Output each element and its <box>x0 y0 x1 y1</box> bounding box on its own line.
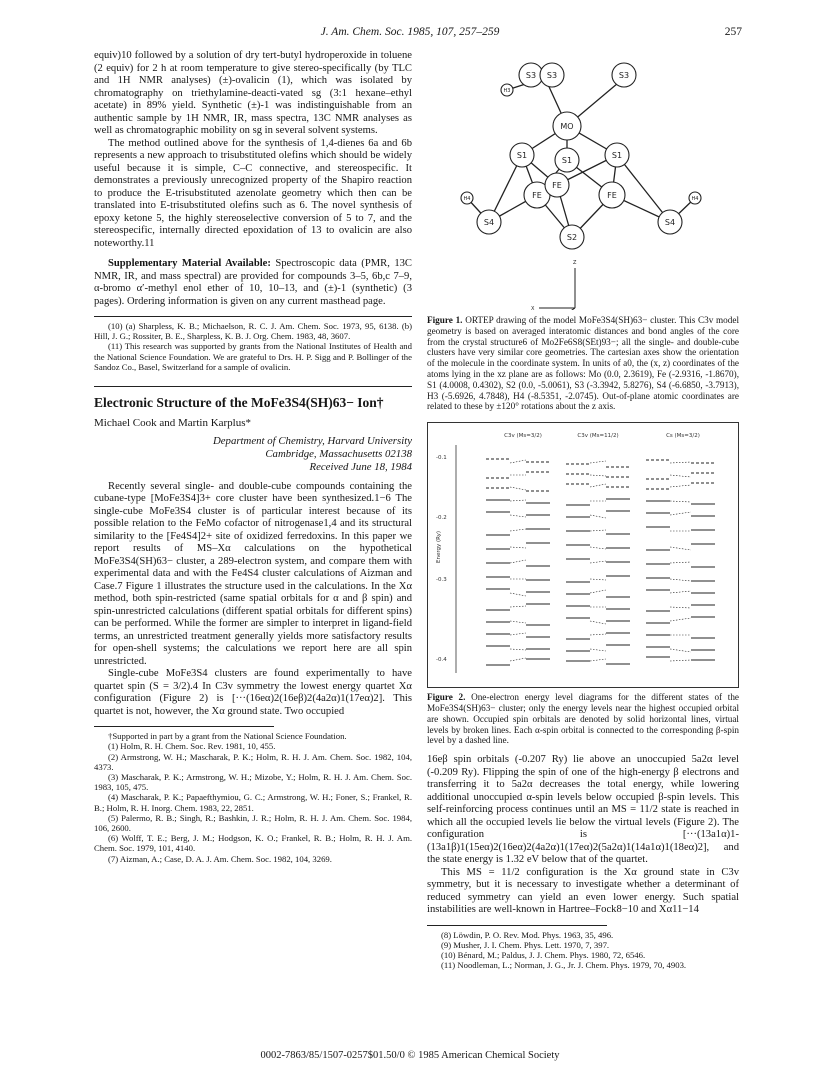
alpha-beta-connector <box>590 461 606 463</box>
column-title: Cs (Ms=3/2) <box>666 433 700 440</box>
atom-s3 <box>540 63 564 87</box>
y-tick-label: -0.1 <box>436 455 447 462</box>
atom-h4 <box>461 192 473 204</box>
figure-2-energy-diagram <box>427 422 739 688</box>
atom-s4 <box>477 210 501 234</box>
alpha-beta-connector <box>510 649 526 650</box>
alpha-beta-connector <box>590 621 606 624</box>
caption-text: One-electron energy level diagrams for the different states of the MoFe3S4(SH)63− cluster; only the energy levels near the highest occupied orbital are shown. Occupied spin orbitals are denoted by solid horizontal lines, virtual levels by broken lines. Each α-spin orbital is connected to the corresponding β-spin level by a dashed line. <box>427 692 739 746</box>
journal-citation: J. Am. Chem. Soc. 1985, 107, 257–259 <box>320 26 500 38</box>
alpha-beta-connector <box>670 562 691 563</box>
coordinate-axes <box>531 260 577 310</box>
alpha-beta-connector <box>510 460 526 463</box>
alpha-beta-connector <box>510 560 526 563</box>
caption-label: Figure 2. <box>427 692 466 703</box>
atom-mo <box>553 112 581 140</box>
alpha-beta-connector <box>590 649 606 651</box>
alpha-beta-connector <box>590 659 606 661</box>
alpha-beta-connector <box>590 515 606 518</box>
footnote: (8) Löwdin, P. O. Rev. Mod. Phys. 1963, 35, 496. <box>441 929 614 940</box>
alpha-beta-connector <box>590 484 606 487</box>
svg-text:S4: S4 <box>664 218 676 227</box>
alpha-beta-connector <box>670 607 691 608</box>
alpha-beta-connector <box>590 547 606 549</box>
paragraph: The method outlined above for the synthesis of 1,4-dienes 6a and 6b represents a new approach to trisubstituted olefins which should be widely useful because it is simple, C–C connective, and stereospecific. It demonstrates a previously unrecognized property of the Shapiro reaction to produce the E-trisubstituted azenolate geometry which then can be translated into E-trisubstituted olefins such as 6. The novel synthesis of epoxy ketone 5, the highly stereoselective conversion of 5 to 7, and the stereospecific, internally directed epoxidation of 13 to ovalicin are also noteworthy.11 <box>94 137 412 249</box>
footnote: (6) Wolff, T. E.; Berg, J. M.; Hodgson, K. O.; Frankel, R. B.; Holm, R. H. J. Am. Chem. Soc. 1979, 101, 4140. <box>94 833 412 854</box>
caption-label: Figure 1. <box>427 315 463 325</box>
supplementary-text: Spectroscopic data (PMR, 13C NMR, IR, and mass spectral) are provided for compounds 3–5, 6b,c 7–9, α-bromo α′-methyl enol ether of 10, 10–13, and (±)-1 (synthetic) (3 pages). Ordering information is given on any current masthead page. <box>94 258 412 307</box>
received-date: Received June 18, 1984 <box>309 460 412 473</box>
axis-label-z: Z <box>573 260 577 266</box>
atom-h4 <box>689 192 701 204</box>
footnote: (7) Aizman, A.; Case, D. A. J. Am. Chem. Soc. 1982, 104, 3269. <box>108 853 332 864</box>
continued-paragraph: equiv)10 followed by a solution of dry tert-butyl hydroperoxide in toluene (2 equiv) for 2 h at room temperature to give stereo-specifically (by TLC and 1H NMR analyses) (±)-ovalicin (1), which was isolated by chromatography on triethylamine-deacti-vated sg (3:1 hexane–ethyl acetate) in 89% yield. Synthetic (±)-1 was indistinguishable from an authentic sample by 1H NMR, IR, mass spectra, 13C NMR analyses as well as chromatographic mobility on sg in several solvent systems. <box>94 50 412 136</box>
alpha-beta-connector <box>590 579 606 580</box>
affiliation-line: Department of Chemistry, Harvard University <box>212 435 412 448</box>
alpha-beta-connector <box>590 634 606 635</box>
supplementary-material <box>94 258 412 308</box>
column-title: C3v (Ms=3/2) <box>504 433 542 440</box>
atom-s3 <box>612 63 636 87</box>
y-axis-label: Energy (Ry) <box>436 531 442 564</box>
footnote-divider <box>94 726 274 727</box>
alpha-beta-connector <box>510 633 526 635</box>
alpha-beta-connector <box>510 606 526 607</box>
footnote: (2) Armstrong, W. H.; Mascharak, P. K.; Holm, R. H. J. Am. Chem. Soc. 1982, 104, 4373. <box>94 751 412 772</box>
svg-text:S1: S1 <box>516 151 528 160</box>
caption-text: ORTEP drawing of the model MoFe3S4(SH)63− cluster. This C3v model geometry is based on averaged interatomic distances and bond angles of the core from the crystal structure6 of Mo2Fe6S8(SEt)93−; all the single- and double-cube clusters have very similar core geometries. The cartesian axes show the orientation of the molecule in the coordinate system. In units of a0, the (x, z) coordinates of the atoms lying in the xz plane are as follows: Mo (0.0, 2.3619), Fe (-2.9316, -1.8670), S1 (4.0008, 0.4302), S2 (0.0, -5.0061), S3 (-3.3942, 5.8276), S4 (-6.6850, -3.7913), H3 (-5.6926, 4.7848), H4 (-8.5351, -2.0745). Out-of-plane atomic coordinates are related to these by ±120° rotations about the z axis. <box>427 315 740 412</box>
alpha-beta-connector <box>510 547 526 548</box>
alpha-beta-connector <box>590 590 606 593</box>
alpha-beta-connector <box>590 475 606 476</box>
right-column <box>427 50 739 970</box>
svg-text:S3: S3 <box>618 71 630 80</box>
alpha-beta-connector <box>670 660 691 661</box>
footnote-divider <box>427 925 607 926</box>
column-title: C3v (Ms=11/2) <box>577 433 619 440</box>
svg-text:FE: FE <box>552 181 562 190</box>
alpha-beta-connector <box>670 501 691 502</box>
figure-1-ortep-drawing <box>427 50 739 310</box>
svg-text:FE: FE <box>607 191 617 200</box>
y-tick-label: -0.3 <box>436 577 447 584</box>
alpha-beta-connector <box>670 512 691 515</box>
svg-text:S3: S3 <box>546 71 558 80</box>
paragraph: This MS = 11/2 configuration is the Xα ground state in C3v symmetry, but it is necessary to investigate whether a determinant of reduced symmetry can yield an even lower energy. Such spatial instabilities are well-known in Hartree–Fock8−10 and Xα11−14 <box>427 866 739 916</box>
alpha-beta-connector <box>670 579 691 581</box>
alpha-beta-connector <box>670 462 691 463</box>
footnote-divider <box>94 316 412 317</box>
atom-s3 <box>519 63 543 87</box>
footnote: (10) Bénard, M.; Paldus, J. J. Chem. Phys. 1980, 72, 6546. <box>441 950 646 961</box>
alpha-beta-connector <box>510 658 526 661</box>
footnote: (10) (a) Sharpless, K. B.; Michaelson, R. C. J. Am. Chem. Soc. 1973, 95, 6138. (b) Hill, J. G.; Rossiter, B. E., Sharpless, K. B. J. Org. Chem. 1983, 48, 3607. <box>94 321 412 342</box>
alpha-beta-connector <box>510 515 526 517</box>
page-footer: 0002-7863/85/1507-0257$01.50/0 © 1985 American Chemical Society <box>260 1050 560 1061</box>
supplementary-label: Supplementary Material Available: <box>108 258 271 269</box>
alpha-beta-connector <box>670 591 691 593</box>
atom-s2 <box>560 225 584 249</box>
energy-level-diagram <box>428 423 738 687</box>
atom-s1 <box>605 143 629 167</box>
svg-text:H3: H3 <box>503 88 511 94</box>
svg-text:FE: FE <box>532 191 542 200</box>
svg-text:S1: S1 <box>611 151 623 160</box>
alpha-beta-connector <box>670 475 691 477</box>
svg-text:S3: S3 <box>525 71 537 80</box>
footnote: (1) Holm, R. H. Chem. Soc. Rev. 1981, 10, 455. <box>108 741 276 752</box>
svg-text:S2: S2 <box>566 233 578 242</box>
svg-text:S1: S1 <box>561 156 573 165</box>
affiliation-line: Cambridge, Massachusetts 02138 <box>265 447 412 460</box>
left-column <box>94 50 412 864</box>
svg-text:H4: H4 <box>691 196 699 202</box>
alpha-beta-connector <box>670 547 691 550</box>
article-authors: Michael Cook and Martin Karplus* <box>94 417 252 430</box>
alpha-beta-connector <box>590 530 606 531</box>
paragraph: 16eβ spin orbitals (-0.207 Ry) lie above an unoccupied 5a2α level (-0.209 Ry). Flipping the spin of one of the high-energy β electrons and transferring it to 5a2α decreases the total energy, while lowering additional unoccupied α-spin levels below occupied β-spin levels. This self-reinforcing process continues until an MS = 11/2 state is reached in which all the occupied levels lie below the virtual levels (Figure 2). The configuration is [···(13a1α)1-(13a1β)1(15eα)2(16eα)2(4a2α)1(17eα)2(5a2α)1(14a1α)1(18eα)2], and the state energy is 1.32 eV below that of the quartet. <box>427 754 739 866</box>
y-tick-label: -0.4 <box>436 657 447 664</box>
atom-h3 <box>501 84 513 96</box>
atom-s1 <box>555 148 579 172</box>
alpha-beta-connector <box>670 618 691 621</box>
y-tick-label: -0.2 <box>436 515 447 522</box>
atom-s4 <box>658 210 682 234</box>
footnote: (11) This research was supported by grants from the National Institutes of Health and the National Science Foundation. We are grateful to Drs. H. P. Sigg and P. Bollinger of the Sandoz Co., Basel, Switzerland for a sample of ovalicin. <box>94 341 412 372</box>
alpha-beta-connector <box>510 487 526 490</box>
atom-fe <box>599 182 625 208</box>
footnote: (11) Noodleman, L.; Norman, J. G., Jr. J. Chem. Phys. 1979, 70, 4903. <box>441 960 687 971</box>
alpha-beta-connector <box>510 621 526 623</box>
footnote: (3) Mascharak, P. K.; Armstrong, W. H.; Mizobe, Y.; Holm, R. H. J. Am. Chem. Soc. 1983, 105, 475. <box>94 771 412 793</box>
svg-text:S4: S4 <box>483 218 495 227</box>
paragraph: Recently several single- and double-cube compounds containing the cubane-type [MoFe3S4]3+ core cluster have been synthesized.1−6 The single-cube MoFe3S4 cluster is of particular interest because of its possible relation to the FeMo cofactor of nitrogenase1,4 and its structural similarity to the [Fe4S4]2+ site of oxidized ferredoxins. In this paper we report results of MS–Xα calculations on the hypothetical MoFe3S4(SH)63− cluster, a 289-electron system, and compare them with experimental data and with the Fe4S4 cluster calculations of Aizman and Case.7 Figure 1 illustrates the structure used in the calculations. In the Xα method, both spin-restricted (same spatial orbitals for α and β spin) and spin-unrestricted calculations (different spatial orbitals for different spins) can be performed. While the former are simpler to interpret in ligand-field terms, an unrestricted treatment generally yields more satisfactory results for open-shell systems; the calculations we report here are all spin unrestricted. <box>94 480 412 667</box>
alpha-beta-connector <box>590 561 606 563</box>
footnote: †Supported in part by a grant from the National Science Foundation. <box>108 731 347 742</box>
figure-2-caption <box>427 692 739 746</box>
alpha-beta-connector <box>510 593 526 596</box>
section-divider <box>94 386 412 387</box>
alpha-beta-connector <box>670 485 691 487</box>
svg-text:H4: H4 <box>463 196 471 202</box>
atom-s1 <box>510 143 534 167</box>
axis-label-x: X <box>531 306 535 310</box>
alpha-beta-connector <box>510 500 526 501</box>
paragraph: Single-cube MoFe3S4 clusters are found experimentally to have quartet spin (S = 3/2).4 In C3v symmetry the lowest energy quartet Xα configuration (Figure 2) is [···(16eα)2(16eβ)2(4a2α)1(17eα)2]. This quartet is not, however, the Xα ground state. Two occupied <box>94 668 412 717</box>
atom-fe <box>545 173 569 197</box>
running-header <box>0 26 820 42</box>
page-number: 257 <box>724 26 742 38</box>
figure-1-caption <box>427 315 739 412</box>
footnote: (9) Musher, J. I. Chem. Phys. Lett. 1970, 7, 397. <box>441 939 610 950</box>
footnote: (4) Mascharak, P. K.; Papaefthymiou, G. C.; Armstrong, W. H.; Foner, S.; Frankel, R. B.; Holm, R. H. Inorg. Chem. 1983, 22, 2851. <box>94 792 412 813</box>
svg-text:MO: MO <box>560 122 574 131</box>
alpha-beta-connector <box>670 649 691 652</box>
alpha-beta-connector <box>510 529 526 531</box>
footnote: (5) Palermo, R. B.; Singh, R.; Bashkin, J. R.; Holm, R. H. J. Am. Chem. Soc. 1984, 106, 2600. <box>94 812 412 833</box>
article-title: Electronic Structure of the MoFe3S4(SH)63− Ion† <box>94 395 384 411</box>
